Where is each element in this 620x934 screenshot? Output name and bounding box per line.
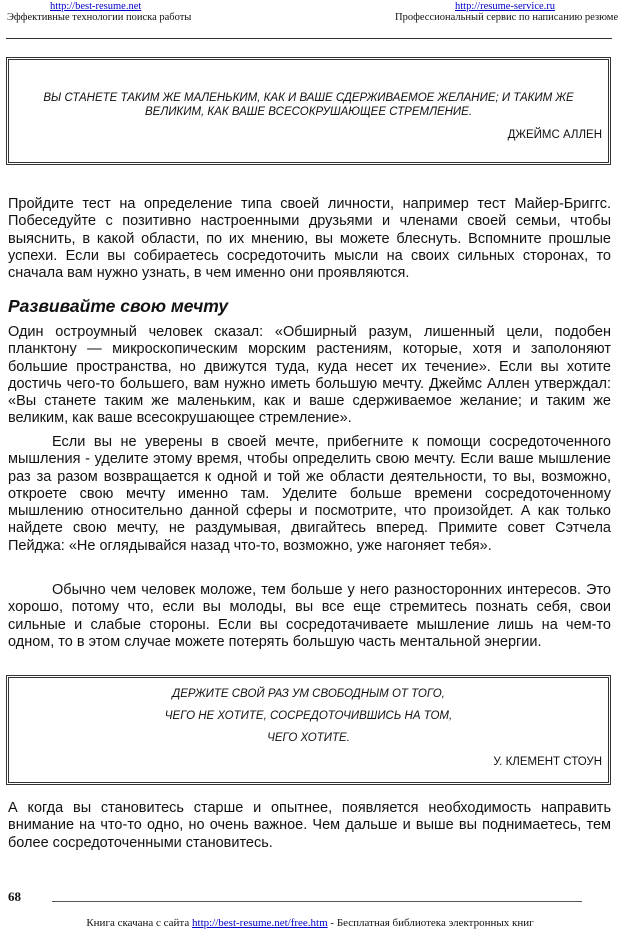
quote-box-1 <box>6 57 611 165</box>
footer-suffix: - Бесплатная библиотека электронных книг <box>330 917 534 929</box>
footer <box>0 917 620 929</box>
quote-1-line-1: ВЫ СТАНЕТЕ ТАКИМ ЖЕ МАЛЕНЬКИМ, КАК И ВАШЕ СДЕРЖИВАЕМОЕ ЖЕЛАНИЕ; И ТАКИМ ЖЕ <box>43 92 574 104</box>
header-right-link[interactable]: http://resume-service.ru <box>455 1 556 12</box>
quote-2-line-1: ДЕРЖИТЕ СВОЙ РАЗ УМ СВОБОДНЫМ ОТ ТОГО, <box>172 688 445 700</box>
section-heading: Развивайте свою мечту <box>8 296 229 316</box>
paragraph-4: Обычно чем человек моложе, тем больше у него разносторонних интересов. Это хорошо, потому что, если вы молоды, вы все еще стремитесь познать себя, свои сильные и слабые стороны. Если вы сосредотачиваете мышление лишь на чем-то одном, то в этом случае можете потерять большую часть ментальной энергии. <box>8 582 611 650</box>
paragraph-5: А когда вы становитесь старше и опытнее, появляется необходимость направить внимание на что-то одно, но очень важное. Чем дальше и выше вы поднимаетесь, тем более сосредоточенными становитесь. <box>8 800 611 851</box>
page-number: 68 <box>8 889 21 904</box>
header-right-text: Профессиональный сервис по написанию резюме <box>395 12 619 23</box>
footer-prefix: Книга скачана с сайта <box>86 917 190 929</box>
quote-1-author: ДЖЕЙМС АЛЛЕН <box>507 129 602 141</box>
quote-box-2 <box>6 675 611 785</box>
quote-1-line-2: ВЕЛИКИМ, КАК ВАШЕ ВСЕСОКРУШАЮЩЕЕ СТРЕМЛЕНИЕ. <box>144 106 473 118</box>
header-left-text: Эффективные технологии поиска работы <box>7 12 192 23</box>
paragraph-2: Один остроумный человек сказал: «Обширный разум, лишенный цели, подобен планктону — микроскопическим морским растениям, которые, хотя и заполоняют большие пространства, но движутся туда, куда несет их течение». Если вы хотите достичь чего-то большего, вам нужно иметь большую мечту. Джеймс Аллен утверждал: «Вы станете таким же маленьким, как и ваше сдерживаемое желание; и таким же великим, как ваше всесокрушающее стремление». <box>8 324 611 427</box>
quote-2-author: У. КЛЕМЕНТ СТОУН <box>493 756 602 768</box>
quote-2-line-2: ЧЕГО НЕ ХОТИТЕ, СОСРЕДОТОЧИВШИСЬ НА ТОМ, <box>164 710 453 722</box>
paragraph-1: Пройдите тест на определение типа своей личности, например тест Майер-Бриггс. Побеседуйте с позитивно настроенными друзьями и членами своей семьи, чтобы выяснить, в какой области, по их мнению, вы можете блеснуть. Вспомните прошлые успехи. Если вы собираетесь сосредоточить мысли на своих сильных сторонах, то сначала вам нужно узнать, в чем именно они проявляются. <box>8 196 611 282</box>
header-divider <box>6 38 612 39</box>
footer-link[interactable]: http://best-resume.net/free.htm <box>192 917 328 929</box>
paragraph-3: Если вы не уверены в своей мечте, прибегните к помощи сосредоточенного мышления - уделите этому время, чтобы определить свою мечту. Если ваше мышление раз за разом возвращается к одной и той же области деятельности, то вы, возможно, откроете свою мечту именно там. Уделите больше времени сосредоточенному мышлению относительно данной сферы и посмотрите, что произойдет. А как только найдете свою мечту, не раздумывая, двигайтесь вперед. Примите совет Сэтчела Пейджа: «Не оглядывайся назад что-то, возможно, уже нагоняет тебя». <box>8 434 611 554</box>
quote-2-line-3: ЧЕГО ХОТИТЕ. <box>267 732 350 744</box>
footer-divider <box>52 901 582 902</box>
header-left-link[interactable]: http://best-resume.net <box>50 1 142 12</box>
